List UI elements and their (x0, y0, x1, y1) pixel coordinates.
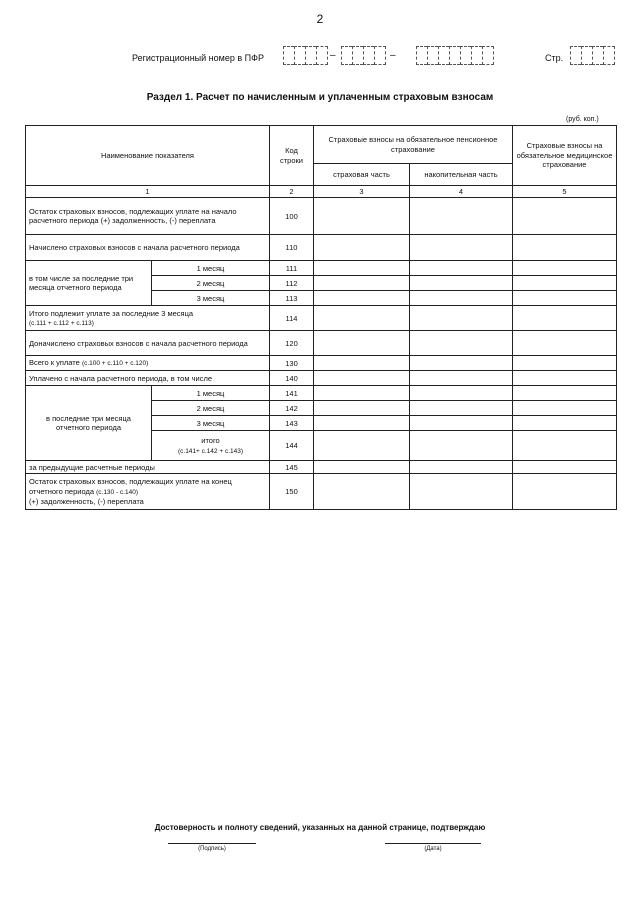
value-cell[interactable] (314, 474, 410, 510)
value-cell[interactable] (513, 386, 617, 401)
row-sublabel-text: итого (201, 436, 220, 446)
table-row (26, 331, 617, 356)
row-label (26, 474, 270, 510)
value-cell[interactable] (513, 401, 617, 416)
table-row (26, 235, 617, 261)
value-cell[interactable] (410, 306, 513, 331)
value-cell[interactable] (513, 431, 617, 461)
value-cell[interactable] (513, 461, 617, 474)
row-formula: (с.100 + с.110 + с.120) (81, 360, 149, 368)
value-cell[interactable] (314, 371, 410, 386)
signature-caption: (Подпись) (198, 846, 226, 852)
value-cell[interactable] (314, 386, 410, 401)
column-number: 5 (513, 186, 617, 198)
value-cell[interactable] (513, 261, 617, 276)
value-cell[interactable] (513, 356, 617, 371)
reg-number-separator: – (330, 50, 336, 61)
row-code: 110 (270, 235, 314, 261)
row-label: Доначислено страховых взносов с начала расчетного периода (26, 331, 270, 356)
row-code: 113 (270, 291, 314, 306)
row-formula: (с.111 + с.112 + с.113) (29, 320, 94, 327)
table-row (26, 386, 617, 401)
row-code: 150 (270, 474, 314, 510)
row-code: 130 (270, 356, 314, 371)
row-label: за предыдущие расчетные периоды (26, 461, 270, 474)
row-sublabel: 1 месяц (152, 386, 270, 401)
value-cell[interactable] (513, 276, 617, 291)
row-formula: (с.130 - с.140) (96, 488, 139, 496)
value-cell[interactable] (410, 461, 513, 474)
column-number: 1 (26, 186, 270, 198)
value-cell[interactable] (513, 331, 617, 356)
column-number: 2 (270, 186, 314, 198)
value-cell[interactable] (410, 431, 513, 461)
units-note: (руб. коп.) (566, 116, 599, 123)
value-cell[interactable] (513, 474, 617, 510)
value-cell[interactable] (513, 371, 617, 386)
row-sublabel: 2 месяц (152, 276, 270, 291)
value-cell[interactable] (314, 331, 410, 356)
header-name: Наименование показателя (26, 126, 270, 186)
reg-number-boxes-1[interactable] (283, 46, 328, 65)
date-caption: (Дата) (424, 846, 442, 852)
date-line[interactable] (385, 843, 481, 844)
header-pension: Страховые взносы на обязательное пенсионное страхование (314, 126, 513, 164)
value-cell[interactable] (314, 261, 410, 276)
value-cell[interactable] (410, 235, 513, 261)
row-code: 142 (270, 401, 314, 416)
reg-number-boxes-3[interactable] (416, 46, 494, 65)
certification-statement: Достоверность и полноту сведений, указанных на данной странице, подтверждаю (154, 823, 486, 832)
row-label: Остаток страховых взносов, подлежащих уплате на начало расчетного периода (+) задолженность, (-) переплата (26, 198, 270, 235)
row-label-text: Всего к уплате (29, 358, 80, 368)
row-sublabel: 3 месяц (152, 291, 270, 306)
value-cell[interactable] (513, 198, 617, 235)
value-cell[interactable] (314, 306, 410, 331)
page-number: 2 (316, 12, 324, 26)
row-label-text: Остаток страховых взносов, подлежащих уплате на конец отчетного периода (29, 477, 232, 496)
value-cell[interactable] (314, 291, 410, 306)
row-code: 144 (270, 431, 314, 461)
value-cell[interactable] (314, 235, 410, 261)
row-label: Уплачено с начала расчетного периода, в том числе (26, 371, 270, 386)
value-cell[interactable] (314, 198, 410, 235)
contributions-table (25, 125, 617, 510)
row-sublabel: 1 месяц (152, 261, 270, 276)
table-row (26, 261, 617, 276)
value-cell[interactable] (410, 261, 513, 276)
row-label-text: (+) задолженность, (-) переплата (29, 496, 144, 506)
value-cell[interactable] (410, 386, 513, 401)
reg-number-label: Регистрационный номер в ПФР (132, 53, 264, 63)
group-label: в том числе за последние три месяца отчетного периода (26, 261, 152, 306)
row-label (26, 306, 270, 331)
value-cell[interactable] (410, 474, 513, 510)
header-insurance-part: страховая часть (314, 164, 410, 186)
value-cell[interactable] (314, 416, 410, 431)
value-cell[interactable] (410, 276, 513, 291)
table-row (26, 461, 617, 474)
value-cell[interactable] (410, 198, 513, 235)
row-code: 120 (270, 331, 314, 356)
table-row (26, 356, 617, 371)
value-cell[interactable] (410, 356, 513, 371)
row-sublabel: 3 месяц (152, 416, 270, 431)
row-label-text: Итого подлежит уплате за последние 3 месяца (29, 308, 194, 318)
header-medical: Страховые взносы на обязательное медицинское страхование (513, 126, 617, 186)
header-code: Код строки (270, 126, 314, 186)
table-row (26, 371, 617, 386)
value-cell[interactable] (314, 431, 410, 461)
page-number-boxes[interactable] (570, 46, 615, 65)
reg-number-separator: – (390, 50, 396, 61)
row-sublabel: 2 месяц (152, 401, 270, 416)
row-label (26, 356, 270, 371)
header-funded-part: накопительная часть (410, 164, 513, 186)
section-title: Раздел 1. Расчет по начисленным и уплаченным страховым взносам (146, 92, 494, 103)
value-cell[interactable] (410, 291, 513, 306)
column-number: 4 (410, 186, 513, 198)
table-row (26, 198, 617, 235)
table-row (26, 306, 617, 331)
value-cell[interactable] (314, 356, 410, 371)
value-cell[interactable] (410, 331, 513, 356)
value-cell[interactable] (513, 291, 617, 306)
value-cell[interactable] (314, 461, 410, 474)
value-cell[interactable] (513, 235, 617, 261)
value-cell[interactable] (410, 401, 513, 416)
row-code: 100 (270, 198, 314, 235)
value-cell[interactable] (513, 416, 617, 431)
value-cell[interactable] (410, 371, 513, 386)
value-cell[interactable] (410, 416, 513, 431)
table-row (26, 474, 617, 510)
row-code: 143 (270, 416, 314, 431)
reg-number-boxes-2[interactable] (341, 46, 386, 65)
value-cell[interactable] (314, 401, 410, 416)
row-formula: (с.141+ с.142 + с.143) (177, 447, 244, 455)
group-label: в последние три месяца отчетного периода (26, 386, 152, 461)
row-code: 112 (270, 276, 314, 291)
page-label: Стр. (545, 53, 564, 63)
row-label: Начислено страховых взносов с начала расчетного периода (26, 235, 270, 261)
row-sublabel (152, 431, 270, 461)
signature-line[interactable] (168, 843, 256, 844)
value-cell[interactable] (314, 276, 410, 291)
row-code: 111 (270, 261, 314, 276)
row-code: 141 (270, 386, 314, 401)
row-code: 114 (270, 306, 314, 331)
column-number: 3 (314, 186, 410, 198)
value-cell[interactable] (513, 306, 617, 331)
row-code: 145 (270, 461, 314, 474)
row-code: 140 (270, 371, 314, 386)
